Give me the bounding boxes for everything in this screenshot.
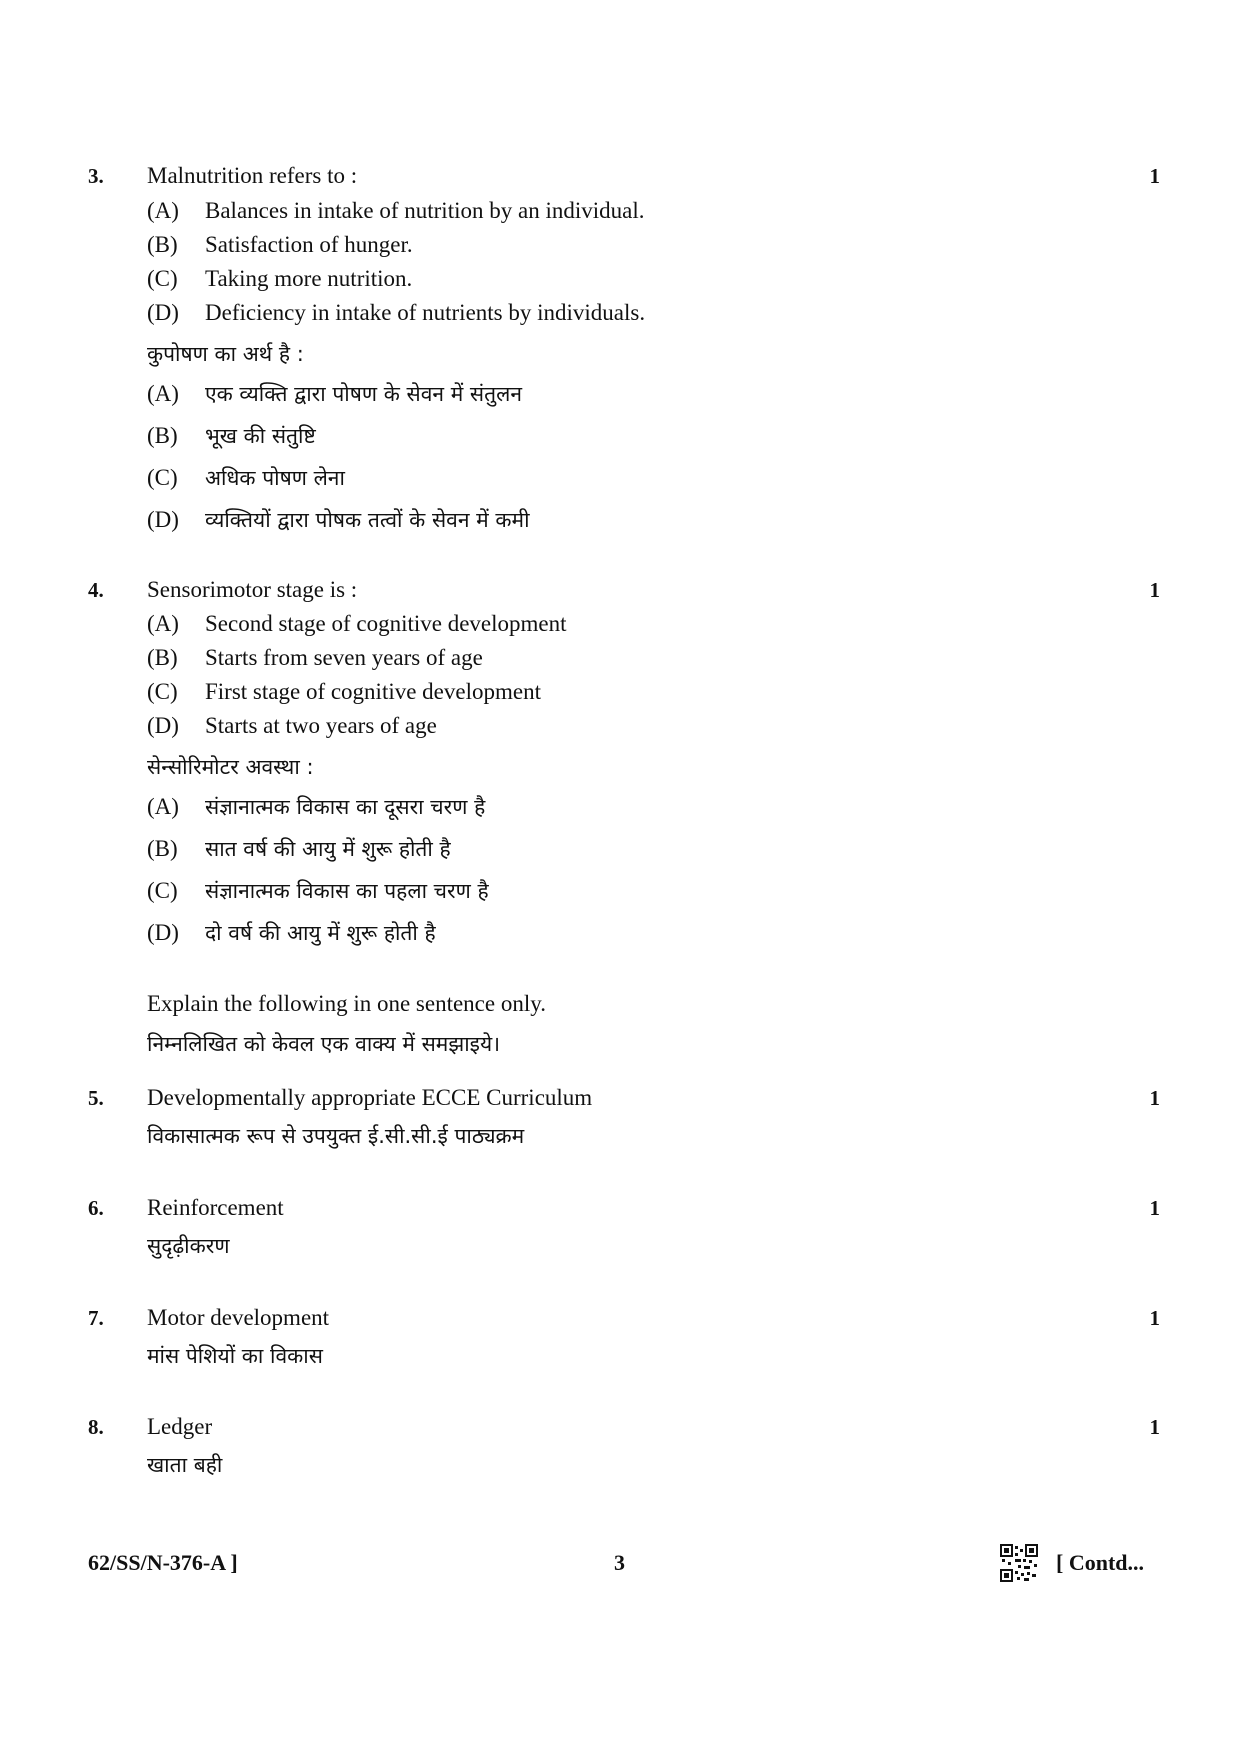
option-hi: (B) सात वर्ष की आयु में शुरू होती है bbox=[147, 836, 451, 861]
section-instruction-hi: निम्नलिखित को केवल एक वाक्य में समझाइये। bbox=[147, 1032, 501, 1056]
question-stem-en: Reinforcement bbox=[147, 1195, 284, 1220]
question-stem-en: Ledger bbox=[147, 1414, 213, 1439]
question-marks: 1 bbox=[1149, 1086, 1160, 1110]
question-stem-en: Malnutrition refers to : bbox=[147, 163, 358, 188]
question-stem-en: Motor development bbox=[147, 1305, 330, 1330]
option-hi: (D) व्यक्तियों द्वारा पोषक तत्वों के सेवन में कमी bbox=[147, 507, 530, 532]
question-marks: 1 bbox=[1149, 164, 1160, 188]
option-en: (D) Starts at two years of age bbox=[147, 713, 437, 738]
section-instruction-en: Explain the following in one sentence only. bbox=[147, 991, 546, 1016]
question-number: 6. bbox=[88, 1196, 104, 1220]
question-number: 4. bbox=[88, 578, 104, 602]
question-stem-hi: सेन्सोरिमोटर अवस्था : bbox=[147, 755, 314, 779]
option-hi: (D) दो वर्ष की आयु में शुरू होती है bbox=[147, 920, 436, 945]
option-hi: (C) अधिक पोषण लेना bbox=[147, 465, 345, 490]
continued-label: [ Contd... bbox=[1056, 1550, 1145, 1575]
question-stem-en: Sensorimotor stage is : bbox=[147, 577, 358, 602]
question-number: 3. bbox=[88, 164, 104, 188]
question-stem-hi: विकासात्मक रूप से उपयुक्त ई.सी.सी.ई पाठ्यक्रम bbox=[147, 1124, 525, 1148]
option-hi: (A) एक व्यक्ति द्वारा पोषण के सेवन में संतुलन bbox=[147, 381, 522, 406]
question-marks: 1 bbox=[1149, 1415, 1160, 1439]
option-hi: (A) संज्ञानात्मक विकास का दूसरा चरण है bbox=[147, 794, 486, 819]
question-marks: 1 bbox=[1149, 1306, 1160, 1330]
question-stem-hi: मांस पेशियों का विकास bbox=[147, 1344, 323, 1368]
option-en: (B) Satisfaction of hunger. bbox=[147, 232, 413, 257]
option-en: (A) Balances in intake of nutrition by an individual. bbox=[147, 198, 645, 223]
option-hi: (B) भूख की संतुष्टि bbox=[147, 423, 316, 448]
qr-code-icon bbox=[1000, 1544, 1038, 1582]
question-marks: 1 bbox=[1149, 1196, 1160, 1220]
option-en: (C) First stage of cognitive development bbox=[147, 679, 541, 704]
question-number: 7. bbox=[88, 1306, 104, 1330]
option-hi: (C) संज्ञानात्मक विकास का पहला चरण है bbox=[147, 878, 489, 903]
question-stem-hi: सुदृढ़ीकरण bbox=[147, 1234, 230, 1258]
option-en: (D) Deficiency in intake of nutrients by individuals. bbox=[147, 300, 646, 325]
question-marks: 1 bbox=[1149, 578, 1160, 602]
paper-code: 62/SS/N-376-A ] bbox=[88, 1550, 238, 1575]
question-stem-hi: खाता बही bbox=[147, 1453, 223, 1477]
option-en: (C) Taking more nutrition. bbox=[147, 266, 413, 291]
question-stem-hi: कुपोषण का अर्थ है : bbox=[147, 342, 304, 366]
question-number: 8. bbox=[88, 1415, 104, 1439]
question-stem-en: Developmentally appropriate ECCE Curriculum bbox=[147, 1085, 593, 1110]
option-en: (B) Starts from seven years of age bbox=[147, 645, 483, 670]
question-number: 5. bbox=[88, 1086, 104, 1110]
option-en: (A) Second stage of cognitive development bbox=[147, 611, 567, 636]
page-number: 3 bbox=[614, 1550, 625, 1575]
